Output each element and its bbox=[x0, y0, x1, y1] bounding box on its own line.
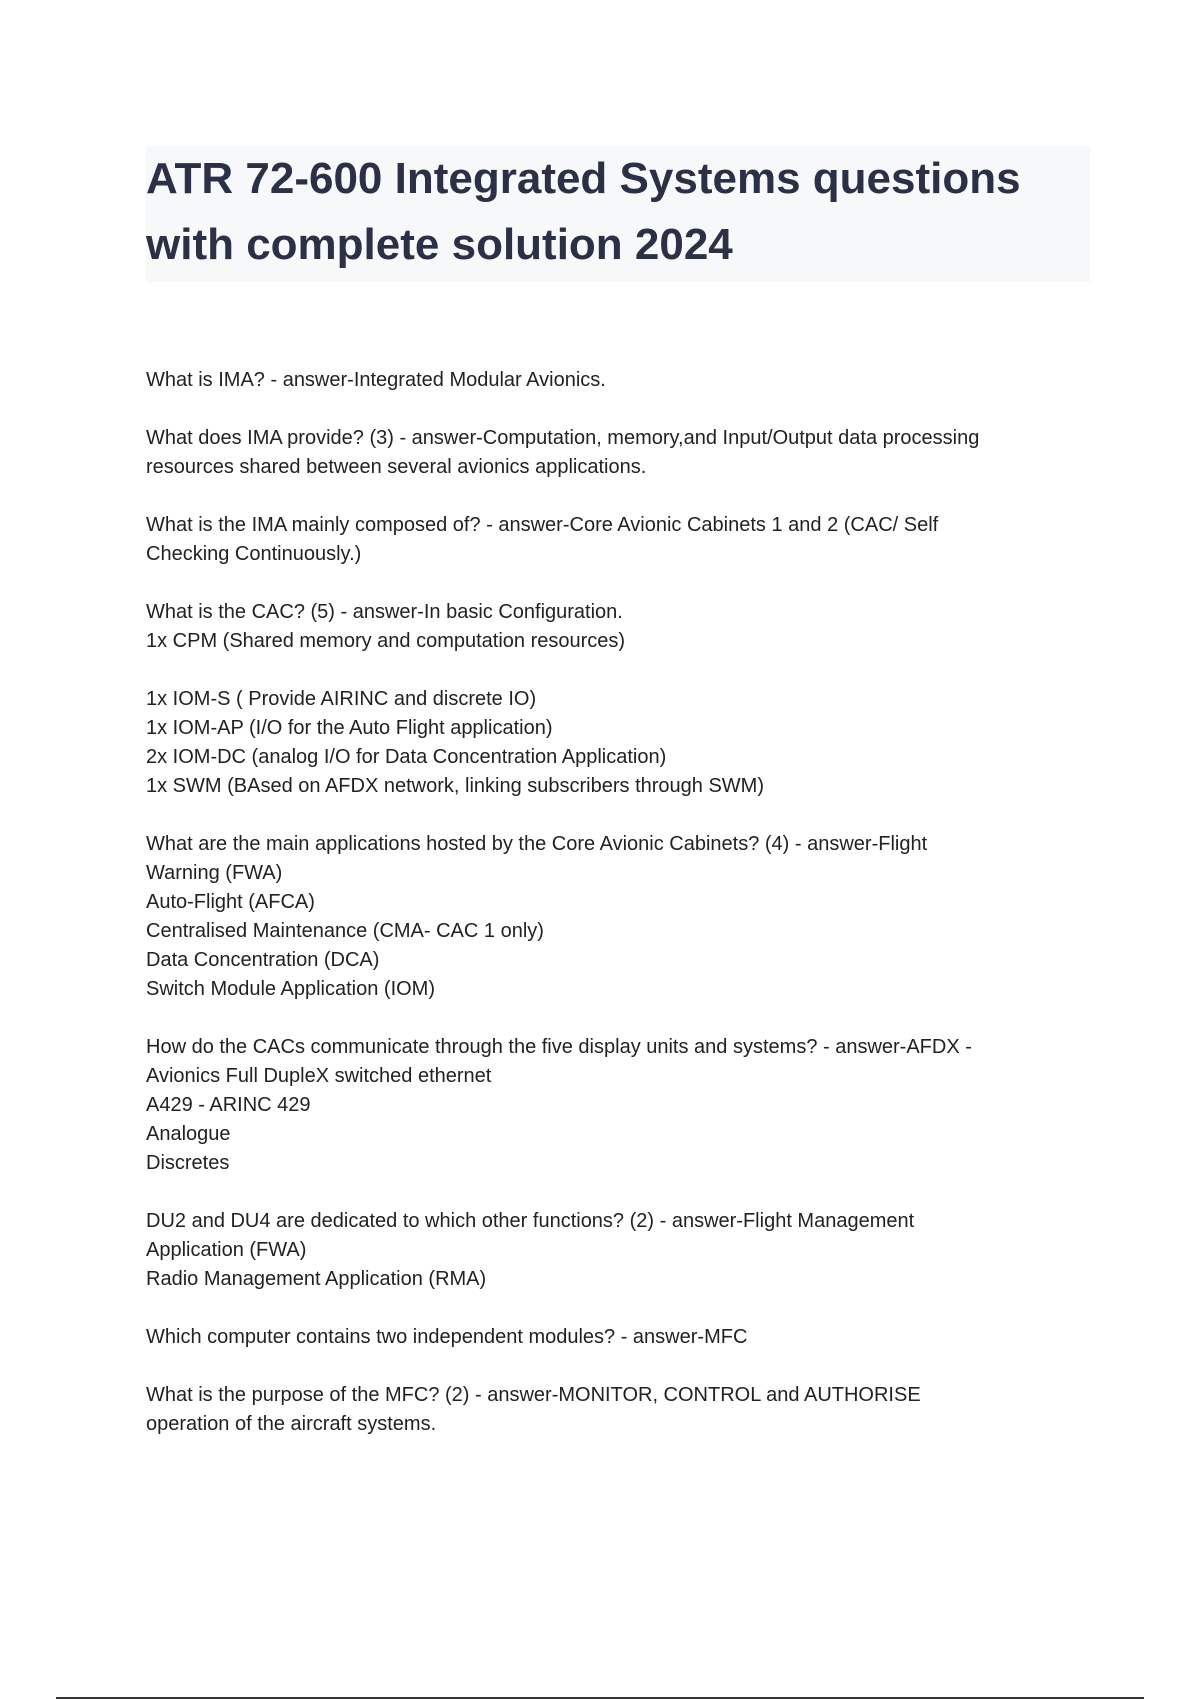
qa-line: What does IMA provide? (3) - answer-Computation, memory,and Input/Output data processing bbox=[146, 427, 980, 449]
qa-line: What is the purpose of the MFC? (2) - answer-MONITOR, CONTROL and AUTHORISE bbox=[146, 1384, 921, 1406]
qa-line: operation of the aircraft systems. bbox=[146, 1413, 437, 1435]
qa-entry-ima-definition bbox=[146, 366, 1096, 395]
qa-line: 2x IOM-DC (analog I/O for Data Concentration Application) bbox=[146, 746, 667, 768]
qa-line: DU2 and DU4 are dedicated to which other functions? (2) - answer-Flight Management bbox=[146, 1210, 915, 1232]
qa-line: Data Concentration (DCA) bbox=[146, 949, 380, 971]
qa-line: Centralised Maintenance (CMA- CAC 1 only) bbox=[146, 920, 544, 942]
qa-line: Which computer contains two independent modules? - answer-MFC bbox=[146, 1326, 748, 1348]
qa-line: What is the CAC? (5) - answer-In basic Configuration. bbox=[146, 601, 623, 623]
qa-line: Application (FWA) bbox=[146, 1239, 307, 1261]
qa-line: Switch Module Application (IOM) bbox=[146, 978, 436, 1000]
qa-line: Discretes bbox=[146, 1152, 230, 1174]
qa-entry-mfc-purpose bbox=[146, 1381, 1096, 1439]
qa-line: Radio Management Application (RMA) bbox=[146, 1268, 487, 1290]
qa-line: A429 - ARINC 429 bbox=[146, 1094, 311, 1116]
qa-entry-two-modules-computer bbox=[146, 1323, 1096, 1352]
qa-entry-du2-du4-functions bbox=[146, 1207, 1096, 1294]
qa-line: Auto-Flight (AFCA) bbox=[146, 891, 315, 913]
qa-entry-cac-modules bbox=[146, 685, 1096, 801]
qa-line: resources shared between several avionics applications. bbox=[146, 456, 647, 478]
qa-content bbox=[146, 366, 1096, 1468]
qa-entry-cac-communication bbox=[146, 1033, 1096, 1178]
qa-line: Warning (FWA) bbox=[146, 862, 283, 884]
title-line: with complete solution 2024 bbox=[146, 220, 733, 269]
qa-entry-ima-composition bbox=[146, 511, 1096, 569]
qa-line: 1x IOM-S ( Provide AIRINC and discrete IO) bbox=[146, 688, 537, 710]
qa-line: What are the main applications hosted by the Core Avionic Cabinets? (4) - answer-Flight bbox=[146, 833, 928, 855]
page-bottom-divider bbox=[56, 1697, 1144, 1699]
title-block bbox=[146, 146, 1090, 282]
qa-line: Checking Continuously.) bbox=[146, 543, 362, 565]
qa-line: 1x CPM (Shared memory and computation resources) bbox=[146, 630, 626, 652]
qa-line: How do the CACs communicate through the five display units and systems? - answer-AFDX - bbox=[146, 1036, 972, 1058]
qa-line: Avionics Full DupleX switched ethernet bbox=[146, 1065, 492, 1087]
qa-line: What is the IMA mainly composed of? - answer-Core Avionic Cabinets 1 and 2 (CAC/ Self bbox=[146, 514, 939, 536]
document-title bbox=[146, 146, 1090, 278]
qa-entry-cac-applications bbox=[146, 830, 1096, 1004]
qa-line: Analogue bbox=[146, 1123, 231, 1145]
qa-line: 1x SWM (BAsed on AFDX network, linking subscribers through SWM) bbox=[146, 775, 764, 797]
qa-entry-ima-provides bbox=[146, 424, 1096, 482]
qa-entry-cac-definition bbox=[146, 598, 1096, 656]
qa-line: What is IMA? - answer-Integrated Modular Avionics. bbox=[146, 369, 606, 391]
qa-line: 1x IOM-AP (I/O for the Auto Flight application) bbox=[146, 717, 553, 739]
title-line: ATR 72-600 Integrated Systems questions bbox=[146, 154, 1021, 203]
